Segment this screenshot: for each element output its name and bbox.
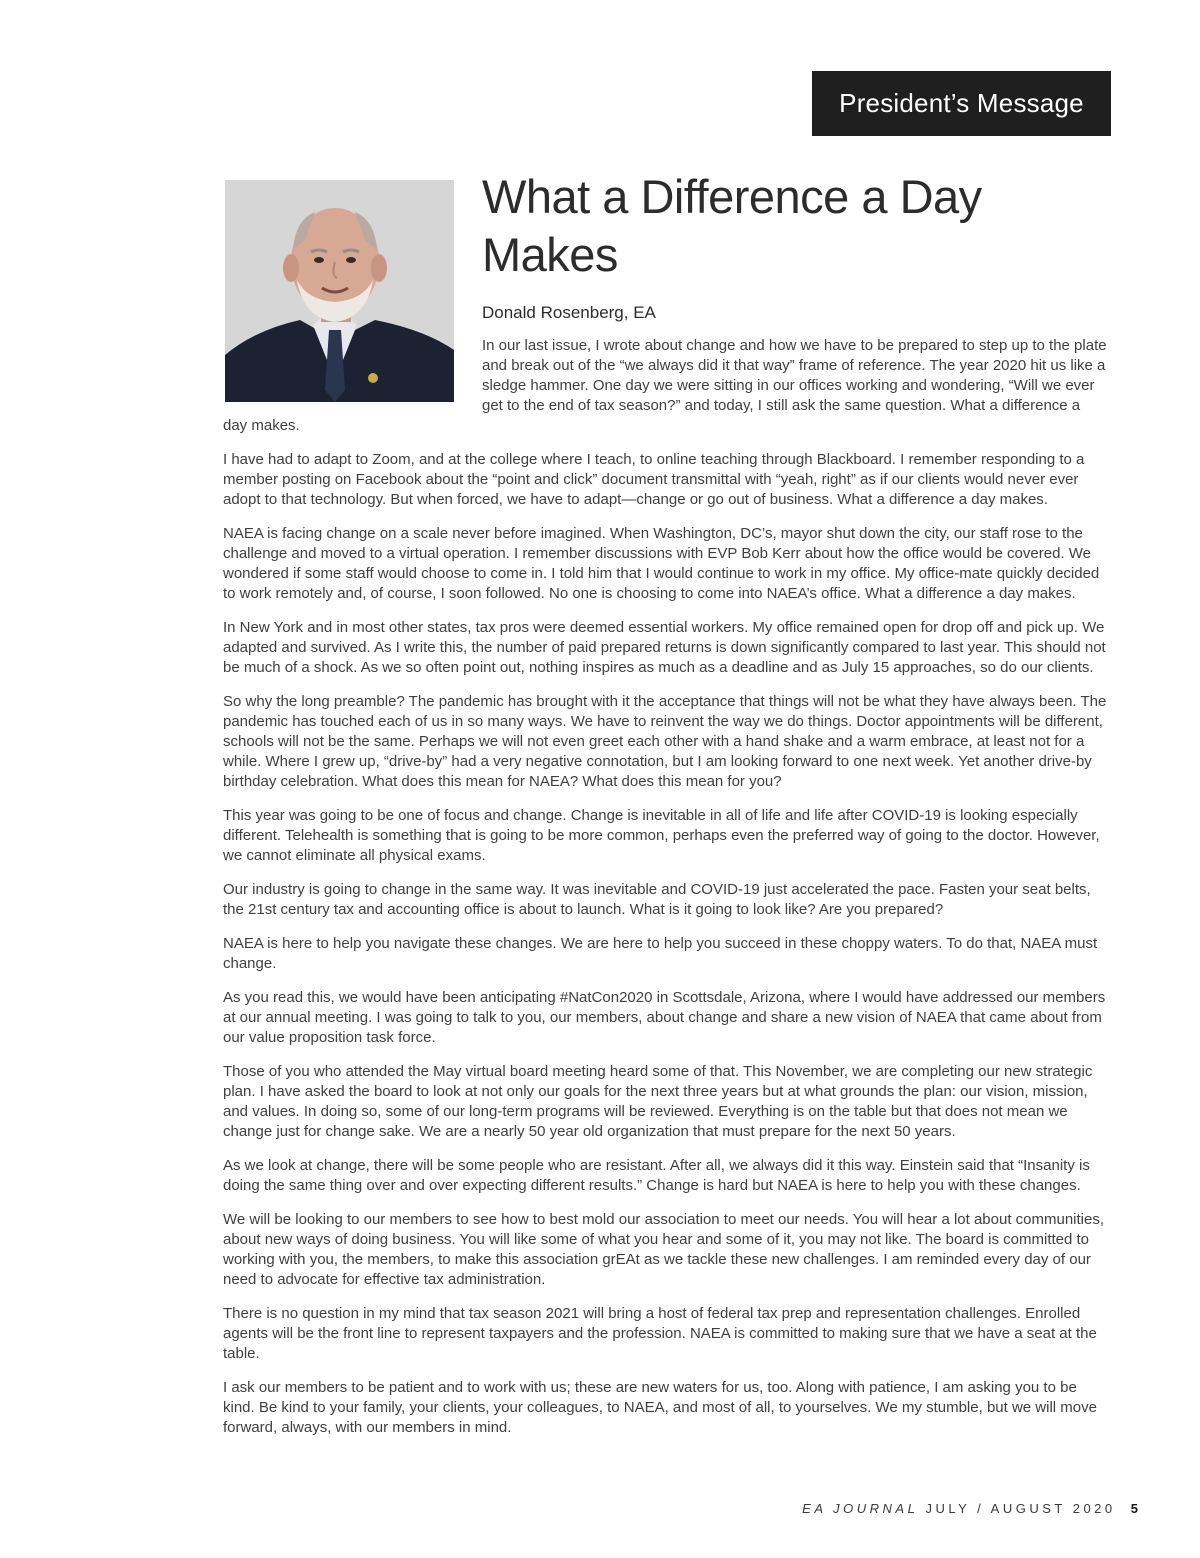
article-paragraph: Our industry is going to change in the same way. It was inevitable and COVID-19 just accelerated the pace. Fasten your seat belts, the 21st century tax and accounting office is about to launch. What is it going to look like? Are you prepared?: [223, 881, 1091, 918]
article-paragraph: NAEA is facing change on a scale never before imagined. When Washington, DC’s, mayor shut down the city, our staff rose to the challenge and moved to a virtual operation. I remember discussions with EVP Bob Kerr about how the office would be covered. We wondered if some staff would choose to come in. I told him that I would continue to work in my office. My office-mate quickly decided to work remotely and, of course, I soon followed. No one is choosing to come into NAEA’s office. What a difference a day makes.: [223, 525, 1100, 602]
issue-date: JULY / AUGUST 2020: [925, 1501, 1116, 1516]
article-paragraph: We will be looking to our members to see how to best mold our association to meet our needs. You will hear a lot about communities, about new ways of doing business. You will like some of what you hear and some of it, you may not like. The board is committed to working with you, the members, to make this association grEAt as we tackle these new challenges. I am reminded every day of our need to advocate for effective tax administration.: [223, 1211, 1105, 1288]
article-body: [223, 336, 1107, 1438]
article-paragraph: As we look at change, there will be some people who are resistant. After all, we always did it this way. Einstein said that “Insanity is doing the same thing over and over expecting different results.” Change is hard but NAEA is here to help you with these changes.: [223, 1157, 1090, 1194]
article-paragraph: In our last issue, I wrote about change and how we have to be prepared to step up to the plate and break out of the “we always did it that way” frame of reference. The year 2020 hit us like a sledge hammer. One day we were sitting in our offices working and wondering, “Will we ever get to the end of tax season?” and today, I still ask the same question. What a difference a day makes.: [223, 337, 1107, 434]
section-tab: President’s Message: [812, 71, 1111, 136]
article-paragraph: As you read this, we would have been anticipating #NatCon2020 in Scottsdale, Arizona, where I would have addressed our members at our annual meeting. I was going to talk to you, our members, about change and share a new vision of NAEA that came about from our value proposition task force.: [223, 989, 1106, 1046]
article-paragraph: So why the long preamble? The pandemic has brought with it the acceptance that things will not be what they have always been. The pandemic has touched each of us in so many ways. We have to reinvent the way we do things. Doctor appointments will be different, schools will not be the same. Perhaps we will not even greet each other with a hand shake and a warm embrace, at least not for a while. Where I grew up, “drive-by” had a very negative connotation, but I am looking forward to one next week. Yet another drive-by birthday celebration. What does this mean for NAEA? What does this mean for you?: [223, 693, 1107, 790]
page-footer: [802, 1501, 1138, 1516]
author-byline: Donald Rosenberg, EA: [482, 303, 656, 322]
article: [223, 168, 1107, 1452]
article-paragraph: There is no question in my mind that tax season 2021 will bring a host of federal tax prep and representation challenges. Enrolled agents will be the front line to represent taxpayers and the profession. NAEA is committed to making sure that we have a seat at the table.: [223, 1305, 1097, 1362]
article-paragraph: Those of you who attended the May virtual board meeting heard some of that. This November, we are completing our new strategic plan. I have asked the board to look at not only our goals for the next three years but at what grounds the plan: our vision, mission, and values. In doing so, some of our long-term programs will be reviewed. Everything is on the table but that does not mean we change just for change sake. We are a nearly 50 year old organization that must prepare for the next 50 years.: [223, 1063, 1093, 1140]
article-paragraph: This year was going to be one of focus and change. Change is inevitable in all of life and life after COVID-19 is looking especially different. Telehealth is something that is going to be more common, perhaps even the preferred way of going to the doctor. However, we cannot eliminate all physical exams.: [223, 807, 1100, 864]
article-paragraph: In New York and in most other states, tax pros were deemed essential workers. My office remained open for drop off and pick up. We adapted and survived. As I write this, the number of paid prepared returns is down significantly compared to last year. This should not be much of a shock. As we so often point out, nothing inspires as much as a deadline and as July 15 approaches, so do our clients.: [223, 619, 1106, 676]
page-number: 5: [1130, 1501, 1138, 1516]
article-paragraph: NAEA is here to help you navigate these changes. We are here to help you succeed in these choppy waters. To do that, NAEA must change.: [223, 935, 1098, 972]
article-paragraph: I ask our members to be patient and to work with us; these are new waters for us, too. Along with patience, I am asking you to be kind. Be kind to your family, your clients, your colleagues, to NAEA, and most of all, to yourselves. We my stumble, but we will move forward, always, with our members in mind.: [223, 1379, 1097, 1436]
article-title: What a Difference a Day Makes: [482, 170, 982, 281]
author-portrait: [225, 180, 454, 402]
article-paragraph: I have had to adapt to Zoom, and at the college where I teach, to online teaching through Blackboard. I remember responding to a member posting on Facebook about the “point and click” document transmittal with “yeah, right” as if our clients would never ever adopt to that technology. But when forced, we have to adapt—change or go out of business. What a difference a day makes.: [223, 451, 1085, 508]
publication-name: EA JOURNAL: [802, 1501, 919, 1516]
